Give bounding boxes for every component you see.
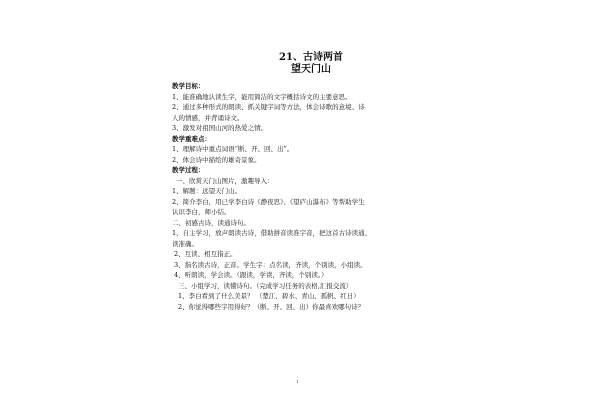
document-body — [172, 52, 442, 312]
section-heading-key-points: 教学重难点： — [172, 134, 211, 143]
process-line: 1、李白看到了什么美景？ （楚江、碧水、青山、孤帆、红日） — [178, 292, 360, 300]
process-line: 三、小组学习，读懂诗句。（完成学习任务的表格,汇报交流） — [178, 281, 353, 290]
process-line: 2、你觉得哪些字用得好？（断、开、回、出）你最喜欢哪句诗？ — [178, 302, 365, 311]
document-title: 21、古诗两首 — [279, 52, 343, 63]
section-heading-objectives: 教学目标： — [172, 82, 205, 90]
objective-line: 2、通过多种形式的朗读、抓关键字词等方法，体会诗歌的意境、诗 — [172, 103, 365, 111]
process-line: 二、初感古诗，读通诗句。 — [172, 218, 250, 227]
process-line: 2、简介李白，用已学李白诗《静夜思》、《望庐山瀑布》等帮助学生 — [172, 197, 365, 206]
key-point-line: 2、体会诗中描绘的雄奇景象。 — [172, 155, 261, 164]
process-line: 1、解题：远望天门山。 — [172, 187, 242, 195]
process-line: 2、互读、相互指正。 — [174, 250, 237, 258]
poem-title: 望天门山 — [291, 64, 331, 75]
process-line: 一、欣赏天门山图片，激趣导入： — [176, 176, 274, 185]
objective-line: 人的情感，并背诵诗文。 — [172, 113, 244, 122]
section-heading-process: 教学过程： — [172, 166, 205, 174]
process-line: 3、指名读古诗，正音。学生字：点名读，齐读，个别读，小组读。 — [174, 260, 367, 269]
process-line: 1、自主学习，放声朗读古诗，借助拼音读准字音，把这首古诗读通、 — [172, 229, 372, 237]
process-line: 读准确。 — [172, 239, 198, 248]
process-line: 认识李白，师小结。 — [172, 208, 231, 216]
page-number: 1 — [296, 379, 299, 384]
objective-line: 3、激发对祖国山河的热爱之情。 — [172, 124, 268, 132]
key-point-line: 1、理解诗中重点词语“断、开、回、出”。 — [172, 145, 294, 153]
process-line: 4、听朗读，学会读。（跟读，学读，齐读，个别读。） — [174, 271, 328, 279]
objective-line: 1、能准确地认读生字，能用简洁的文字概括诗文的主要意思。 — [172, 92, 352, 101]
